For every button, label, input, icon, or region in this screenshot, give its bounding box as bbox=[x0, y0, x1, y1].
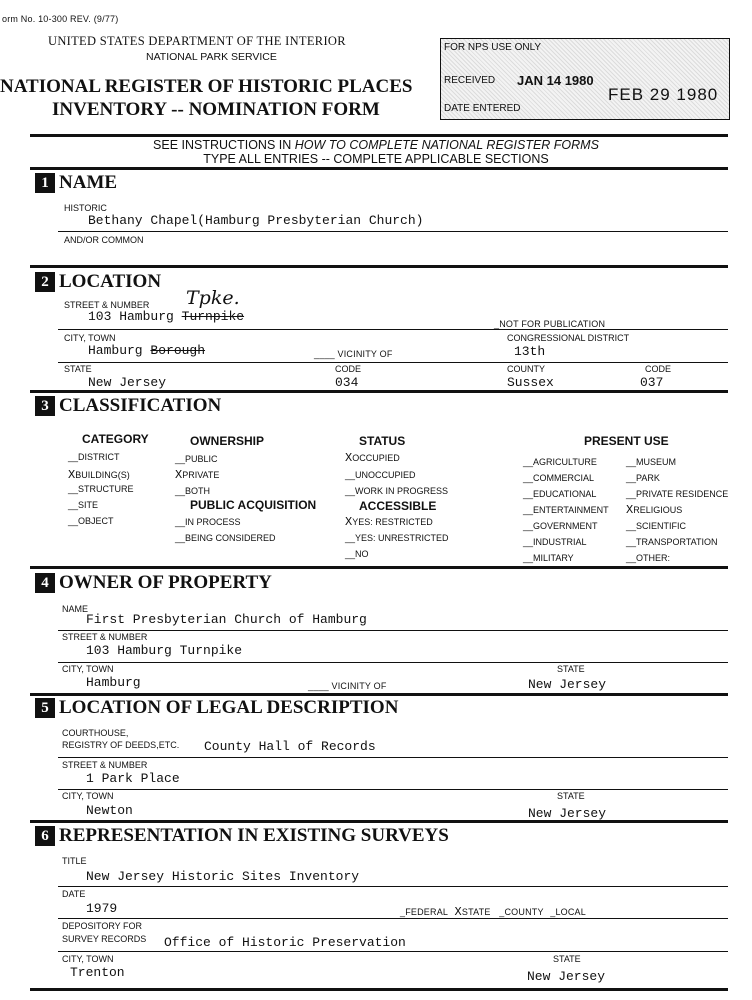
legal-city-value: Newton bbox=[86, 803, 133, 818]
section5-top-rule bbox=[30, 693, 728, 696]
owner-street-value: 103 Hamburg Turnpike bbox=[86, 643, 243, 658]
category-site: __SITE bbox=[68, 500, 99, 510]
section6-title: REPRESENTATION IN EXISTING SURVEYS bbox=[59, 825, 449, 846]
section2-title: LOCATION bbox=[59, 271, 162, 292]
city-value-text: Hamburg bbox=[88, 343, 143, 358]
legal-city-label: CITY, TOWN bbox=[62, 791, 114, 801]
survey-state-label: STATE bbox=[553, 954, 581, 964]
owner-street-rule bbox=[58, 662, 728, 663]
street-value-text: 103 Hamburg bbox=[88, 309, 174, 324]
section5-header bbox=[35, 697, 398, 719]
city-rule bbox=[58, 362, 728, 363]
city-value bbox=[88, 343, 205, 358]
use-entertainment: __ENTERTAINMENT bbox=[523, 505, 609, 515]
bottom-rule bbox=[30, 988, 728, 991]
owner-name-rule bbox=[58, 630, 728, 631]
owner-name-value: First Presbyterian Church of Hamburg bbox=[86, 612, 367, 627]
use-other: __OTHER: bbox=[626, 553, 671, 563]
owner-city-value: Hamburg bbox=[86, 675, 141, 690]
city-label: CITY, TOWN bbox=[64, 333, 116, 343]
private-mark: X bbox=[175, 468, 183, 482]
depository-label-2: SURVEY RECORDS bbox=[62, 934, 147, 944]
status-work: __WORK IN PROGRESS bbox=[345, 486, 449, 496]
depository-value: Office of Historic Preservation bbox=[164, 935, 406, 950]
survey-state-value: New Jersey bbox=[527, 969, 606, 984]
survey-city-value: Trenton bbox=[70, 965, 125, 980]
state-option: STATE bbox=[461, 907, 491, 917]
federal-option: _FEDERAL bbox=[400, 907, 448, 917]
section1-number: 1 bbox=[35, 173, 55, 193]
category-object: __OBJECT bbox=[68, 516, 114, 526]
county-option: _COUNTY bbox=[499, 907, 544, 917]
use-agriculture: __AGRICULTURE bbox=[523, 457, 597, 467]
religious-mark: X bbox=[626, 503, 634, 517]
section3-top-rule bbox=[30, 390, 728, 393]
survey-date-label: DATE bbox=[62, 889, 86, 899]
section3-title: CLASSIFICATION bbox=[59, 395, 222, 416]
owner-street-label: STREET & NUMBER bbox=[62, 632, 148, 642]
section6-number: 6 bbox=[35, 826, 55, 846]
state-mark: X bbox=[454, 905, 462, 919]
date-entered-label: DATE ENTERED bbox=[444, 103, 521, 114]
category-structure: __STRUCTURE bbox=[68, 484, 134, 494]
instructions-text: SEE INSTRUCTIONS IN bbox=[153, 138, 295, 152]
present-use-left bbox=[523, 454, 609, 566]
acquisition-header: PUBLIC ACQUISITION bbox=[190, 498, 317, 512]
use-park: __PARK bbox=[626, 473, 660, 483]
use-educational: __EDUCATIONAL bbox=[523, 489, 597, 499]
historic-value: Bethany Chapel(Hamburg Presbyterian Church) bbox=[88, 213, 424, 228]
section6-header bbox=[35, 825, 449, 847]
use-industrial: __INDUSTRIAL bbox=[523, 537, 587, 547]
section1-title: NAME bbox=[59, 172, 118, 193]
survey-title-rule bbox=[58, 886, 728, 887]
present-use-right bbox=[626, 454, 728, 566]
section5-number: 5 bbox=[35, 698, 55, 718]
section5-title: LOCATION OF LEGAL DESCRIPTION bbox=[59, 697, 399, 718]
ownership-private bbox=[175, 468, 219, 482]
survey-date-value: 1979 bbox=[86, 901, 118, 916]
section4-title: OWNER OF PROPERTY bbox=[59, 572, 272, 593]
owner-city-label: CITY, TOWN bbox=[62, 664, 114, 674]
legal-state-value: New Jersey bbox=[528, 806, 607, 821]
received-label: RECEIVED bbox=[444, 75, 496, 86]
section2-number: 2 bbox=[35, 272, 55, 292]
street-label: STREET & NUMBER bbox=[64, 300, 150, 310]
owner-vicinity-label: VICINITY OF bbox=[331, 681, 387, 691]
building-mark: X bbox=[68, 468, 76, 482]
form-number: orm No. 10-300 REV. (9/77) bbox=[2, 14, 119, 24]
ownership-public: __PUBLIC bbox=[175, 454, 218, 464]
acquisition-in-process: __IN PROCESS bbox=[175, 517, 241, 527]
depository-label-1: DEPOSITORY FOR bbox=[62, 921, 143, 931]
legal-street-rule bbox=[58, 789, 728, 790]
instructions-line1 bbox=[0, 138, 752, 152]
state-code: 034 bbox=[335, 375, 359, 390]
survey-level-options bbox=[400, 905, 586, 919]
code-label-2: CODE bbox=[645, 364, 672, 374]
occupied-label: OCCUPIED bbox=[352, 453, 400, 463]
historic-rule bbox=[58, 231, 728, 232]
instructions-line2: TYPE ALL ENTRIES -- COMPLETE APPLICABLE SECTIONS bbox=[203, 152, 549, 166]
not-for-publication: _NOT FOR PUBLICATION bbox=[494, 319, 606, 329]
acquisition-considered: __BEING CONSIDERED bbox=[175, 533, 276, 543]
survey-title-label: TITLE bbox=[62, 856, 87, 866]
survey-city-label: CITY, TOWN bbox=[62, 954, 114, 964]
section4-header bbox=[35, 572, 272, 594]
legal-street-label: STREET & NUMBER bbox=[62, 760, 148, 770]
owner-state-value: New Jersey bbox=[528, 677, 607, 692]
use-museum: __MUSEUM bbox=[626, 457, 677, 467]
instructions-title: HOW TO COMPLETE NATIONAL REGISTER FORMS bbox=[294, 138, 599, 152]
courthouse-rule bbox=[58, 757, 728, 758]
section2-header bbox=[35, 271, 161, 293]
legal-street-value: 1 Park Place bbox=[86, 771, 180, 786]
ownership-header: OWNERSHIP bbox=[190, 434, 265, 448]
courthouse-label-1: COURTHOUSE, bbox=[62, 728, 129, 738]
building-label: BUILDING(S) bbox=[75, 470, 130, 480]
accessible-restricted bbox=[345, 515, 433, 529]
nps-use-box bbox=[440, 38, 730, 120]
use-scientific: __SCIENTIFIC bbox=[626, 521, 687, 531]
category-building bbox=[68, 468, 130, 482]
state-value: New Jersey bbox=[88, 375, 167, 390]
owner-name-label: NAME bbox=[62, 604, 89, 614]
received-stamp: JAN 14 1980 bbox=[517, 73, 594, 88]
present-use-header: PRESENT USE bbox=[584, 434, 669, 448]
street-rule bbox=[58, 329, 728, 330]
city-struck: Borough bbox=[150, 343, 206, 358]
status-header: STATUS bbox=[359, 434, 406, 448]
ownership-both: __BOTH bbox=[175, 486, 211, 496]
date-entered-stamp: FEB 29 1980 bbox=[608, 85, 719, 104]
use-religious bbox=[626, 502, 728, 518]
use-private-residence: __PRIVATE RESIDENCE bbox=[626, 489, 729, 499]
street-handwritten: Tpke. bbox=[186, 287, 240, 309]
occupied-mark: X bbox=[345, 451, 353, 465]
private-label: PRIVATE bbox=[182, 470, 220, 480]
county-label: COUNTY bbox=[507, 364, 545, 374]
use-commercial: __COMMERCIAL bbox=[523, 473, 595, 483]
historic-label: HISTORIC bbox=[64, 203, 107, 213]
survey-title-value: New Jersey Historic Sites Inventory bbox=[86, 869, 360, 884]
local-option: _LOCAL bbox=[550, 907, 586, 917]
accessible-no: __NO bbox=[345, 549, 369, 559]
use-government: __GOVERNMENT bbox=[523, 521, 598, 531]
code-label-1: CODE bbox=[335, 364, 362, 374]
state-label: STATE bbox=[64, 364, 92, 374]
congressional-label: CONGRESSIONAL DISTRICT bbox=[507, 333, 630, 343]
common-label: AND/OR COMMON bbox=[64, 235, 144, 245]
owner-vicinity: ____ VICINITY OF bbox=[308, 681, 387, 691]
category-header: CATEGORY bbox=[82, 432, 149, 446]
courthouse-value: County Hall of Records bbox=[204, 739, 376, 754]
section4-top-rule bbox=[30, 566, 728, 569]
restricted-label: YES: RESTRICTED bbox=[352, 517, 433, 527]
congressional-value: 13th bbox=[514, 344, 546, 359]
courthouse-label-2: REGISTRY OF DEEDS,ETC. bbox=[62, 740, 180, 750]
accessible-unrestricted: __YES: UNRESTRICTED bbox=[345, 533, 449, 543]
form-title-line2: INVENTORY -- NOMINATION FORM bbox=[52, 99, 380, 120]
religious-label: RELIGIOUS bbox=[633, 505, 683, 515]
section3-number: 3 bbox=[35, 396, 55, 416]
agency-line1: UNITED STATES DEPARTMENT OF THE INTERIOR bbox=[48, 34, 346, 48]
owner-state-label: STATE bbox=[557, 664, 585, 674]
section4-number: 4 bbox=[35, 573, 55, 593]
survey-date-rule bbox=[58, 918, 728, 919]
restricted-mark: X bbox=[345, 515, 353, 529]
county-code: 037 bbox=[640, 375, 664, 390]
depository-rule bbox=[58, 951, 728, 952]
accessible-header: ACCESSIBLE bbox=[359, 499, 437, 513]
status-occupied bbox=[345, 451, 400, 465]
section3-header bbox=[35, 395, 221, 417]
status-unoccupied: __UNOCCUPIED bbox=[345, 470, 416, 480]
legal-state-label: STATE bbox=[557, 791, 585, 801]
county-value: Sussex bbox=[507, 375, 554, 390]
vicinity-line: ____ VICINITY OF bbox=[314, 349, 393, 359]
use-transportation: __TRANSPORTATION bbox=[626, 537, 718, 547]
street-value bbox=[88, 309, 244, 324]
category-district: __DISTRICT bbox=[68, 452, 120, 462]
form-title-line1: NATIONAL REGISTER OF HISTORIC PLACES bbox=[0, 76, 413, 97]
nps-box-header: FOR NPS USE ONLY bbox=[444, 42, 542, 53]
agency-line2: NATIONAL PARK SERVICE bbox=[146, 51, 277, 63]
section6-top-rule bbox=[30, 820, 728, 823]
use-military: __MILITARY bbox=[523, 553, 574, 563]
section2-top-rule bbox=[30, 265, 728, 268]
vicinity-label: VICINITY OF bbox=[337, 349, 393, 359]
street-struck: Turnpike bbox=[181, 309, 245, 324]
header-divider bbox=[30, 134, 728, 137]
section1-header bbox=[35, 172, 117, 194]
section1-top-rule bbox=[30, 167, 728, 170]
